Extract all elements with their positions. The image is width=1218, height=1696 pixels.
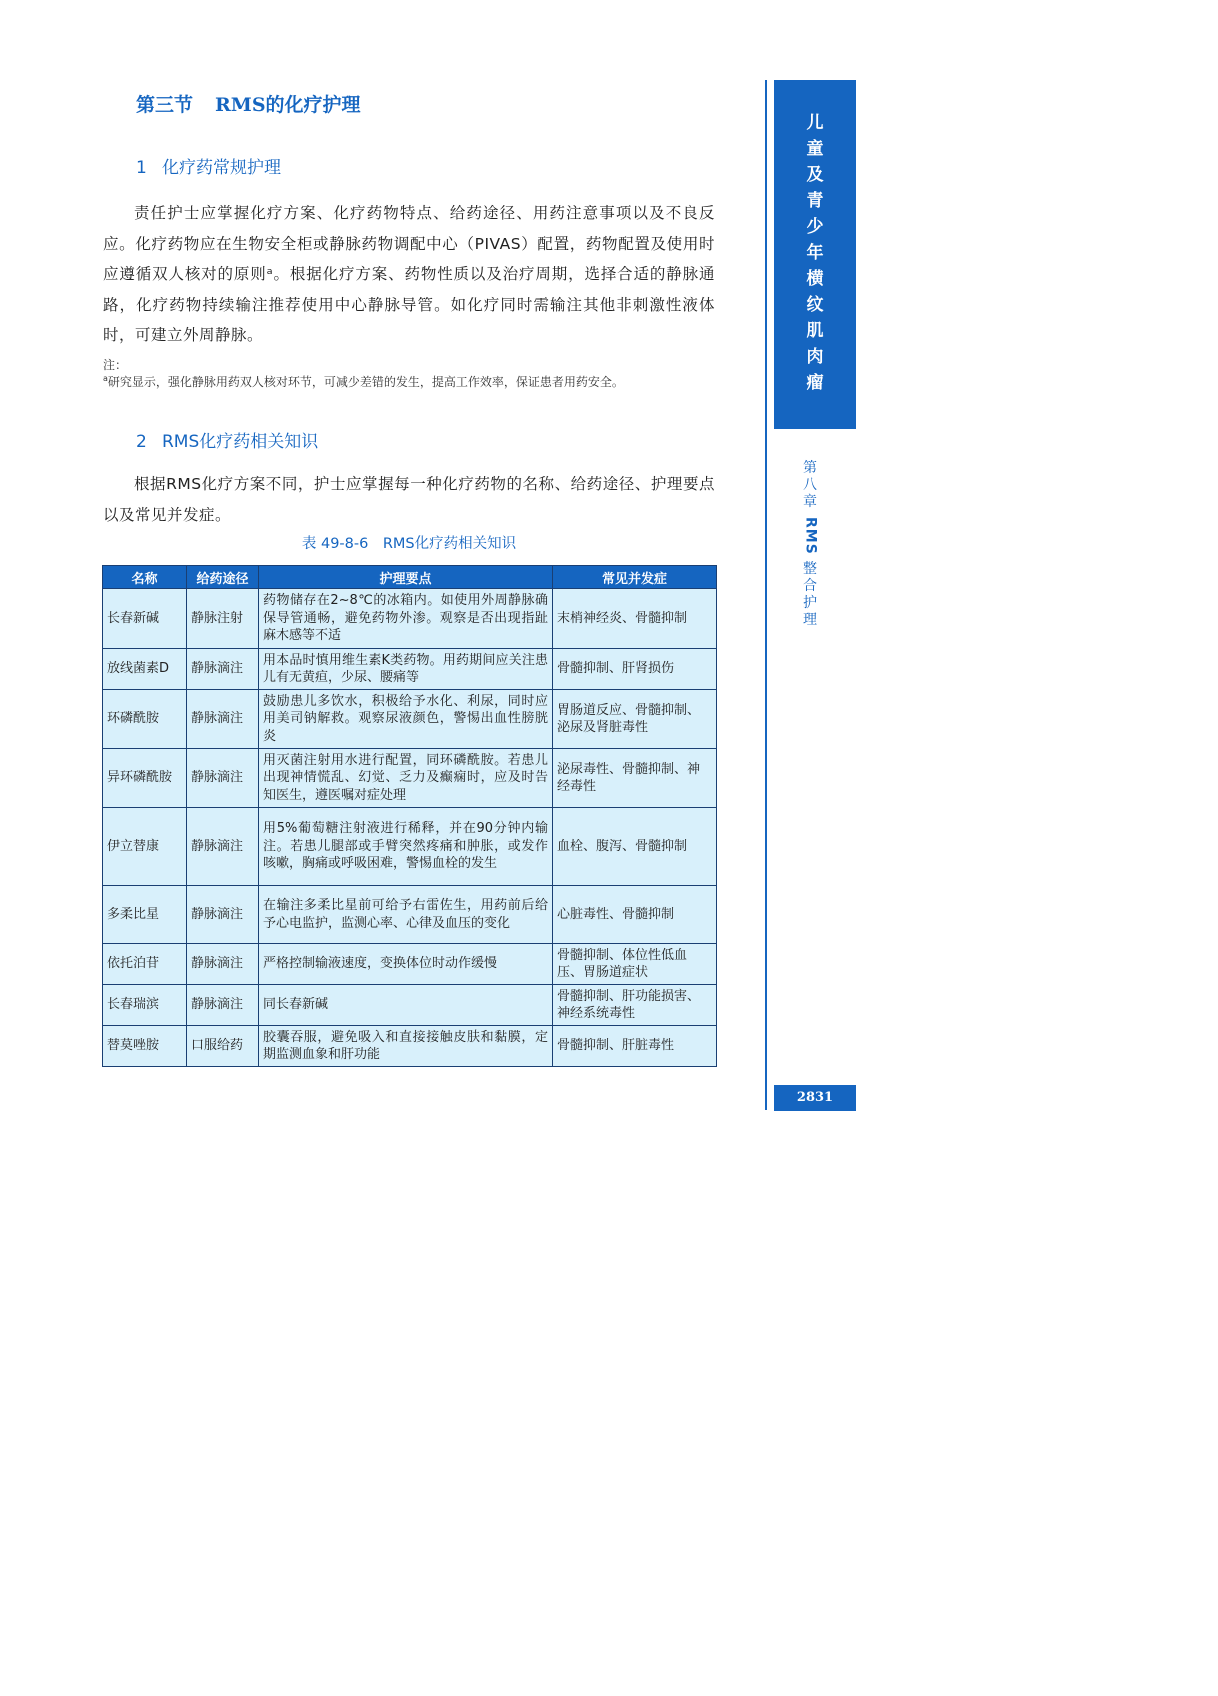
drug-complications: 末梢神经炎、骨髓抑制 [553,589,717,649]
drug-complications: 骨髓抑制、肝脏毒性 [553,1026,717,1067]
paragraph-2: 根据RMS化疗方案不同，护士应掌握每一种化疗药物的名称、给药途径、护理要点以及常见并发症。 [103,475,715,524]
chapter-char: 章 [803,494,817,510]
drug-route: 静脉滴注 [187,886,259,944]
page-number: 2831 [774,1085,856,1111]
drug-route: 静脉滴注 [187,690,259,749]
paragraph-1: 责任护士应掌握化疗方案、化疗药物特点、给药途径、用药注意事项以及不良反应。化疗药物应在生物安全柜或静脉药物调配中心（PIVAS）配置，药物配置及使用时应遵循双人核对的原则ᵃ。根据化疗方案、药物性质以及治疗周期，选择合适的静脉通路，化疗药物持续输注推荐使用中心静脉导管。如化疗同时需输注其他非刺激性液体时，可建立外周静脉。 [103,204,715,344]
drug-name: 多柔比星 [103,886,187,944]
drug-complications: 泌尿毒性、骨髓抑制、神经毒性 [553,749,717,808]
drug-route: 静脉滴注 [187,649,259,690]
drug-name: 长春瑞滨 [103,985,187,1026]
subheading-1 [136,153,281,178]
header-care: 护理要点 [259,566,553,589]
book-title-char: 肌 [806,321,824,341]
book-title-char: 少 [806,217,824,237]
drug-complications: 胃肠道反应、骨髓抑制、泌尿及肾脏毒性 [553,690,717,749]
sidebar-book-title-band [774,80,856,428]
drug-care: 用灭菌注射用水进行配置，同环磷酰胺。若患儿出现神情慌乱、幻觉、乏力及癫痫时，应及时告知医生，遵医嘱对症处理 [259,749,553,808]
drug-care: 用本品时慎用维生素K类药物。用药期间应关注患儿有无黄疸，少尿、腰痛等 [259,649,553,690]
book-title-char: 童 [806,139,824,159]
table-row [103,749,717,808]
table-row [103,944,717,985]
drug-care: 同长春新碱 [259,985,553,1026]
subheading-2 [136,427,318,452]
book-title-char: 横 [806,269,824,289]
chapter-char: 整 [803,560,817,577]
table-row [103,589,717,649]
drug-care: 在输注多柔比星前可给予右雷佐生，用药前后给予心电监护，监测心率、心律及血压的变化 [259,886,553,944]
book-title-char: 及 [806,165,824,185]
drug-complications: 血栓、腹泻、骨髓抑制 [553,808,717,886]
table-row [103,808,717,886]
subheading-1-number: 1 [136,158,147,178]
note-text [103,373,723,390]
sidebar-divider [774,428,856,429]
drug-route: 静脉滴注 [187,944,259,985]
note-content: 研究显示，强化静脉用药双人核对环节，可减少差错的发生，提高工作效率，保证患者用药安全。 [107,375,624,389]
drug-route: 静脉滴注 [187,749,259,808]
table-row [103,886,717,944]
header-complications: 常见并发症 [553,566,717,589]
drug-name: 依托泊苷 [103,944,187,985]
subheading-2-number: 2 [136,432,147,452]
table-row [103,649,717,690]
drug-route: 静脉滴注 [187,808,259,886]
section-title-text: RMS的化疗护理 [215,94,361,116]
header-route: 给药途径 [187,566,259,589]
drug-care: 严格控制输液速度，变换体位时动作缓慢 [259,944,553,985]
note-label: 注： [103,358,128,372]
drug-route: 静脉注射 [187,589,259,649]
drug-complications: 骨髓抑制、肝肾损伤 [553,649,717,690]
chapter-char: 护 [803,594,817,611]
table-caption: 表 49-8-6 RMS化疗药相关知识 [301,536,517,552]
book-title-char: 肉 [806,347,824,367]
drug-name: 伊立替康 [103,808,187,886]
drug-name: 替莫唑胺 [103,1026,187,1067]
sidebar-rule [765,80,767,1110]
drug-care: 药物储存在2~8℃的冰箱内。如使用外周静脉确保导管通畅，避免药物外渗。观察是否出现指趾麻木感等不适 [259,589,553,649]
book-title-vertical [774,110,856,396]
drug-care: 胶囊吞服，避免吸入和直接接触皮肤和黏膜，定期监测血象和肝功能 [259,1026,553,1067]
note-marker: a [103,374,108,383]
drug-care: 鼓励患儿多饮水，积极给予水化、利尿，同时应用美司钠解救。观察尿液颜色，警惕出血性膀胱炎 [259,690,553,749]
drug-name: 长春新碱 [103,589,187,649]
chapter-char: 理 [803,611,817,628]
table-header-row [103,566,717,589]
drug-name: 放线菌素D [103,649,187,690]
chapter-char: 第 [803,460,817,476]
book-title-char: 纹 [806,295,824,315]
header-name: 名称 [103,566,187,589]
subheading-1-title: 化疗药常规护理 [162,158,281,178]
chapter-label-vertical [795,460,825,629]
chapter-char: 八 [803,477,817,493]
drug-complications: 心脏毒性、骨髓抑制 [553,886,717,944]
chapter-rms: RMS [802,517,819,555]
table-row [103,1026,717,1067]
drug-route: 口服给药 [187,1026,259,1067]
section-title [136,90,361,117]
book-title-char: 年 [806,243,824,263]
drug-complications: 骨髓抑制、体位性低血压、胃肠道症状 [553,944,717,985]
drug-complications: 骨髓抑制、肝功能损害、神经系统毒性 [553,985,717,1026]
drug-table [102,565,717,1067]
table-row [103,985,717,1026]
drug-route: 静脉滴注 [187,985,259,1026]
section-number: 第三节 [136,94,194,116]
subheading-2-title: RMS化疗药相关知识 [162,432,319,452]
chapter-char: 合 [803,577,817,594]
table-row [103,690,717,749]
book-title-char: 儿 [806,113,824,133]
drug-care: 用5%葡萄糖注射液进行稀释，并在90分钟内输注。若患儿腿部或手臂突然疼痛和肿胀，或发作咳嗽，胸痛或呼吸困难，警惕血栓的发生 [259,808,553,886]
drug-name: 异环磷酰胺 [103,749,187,808]
drug-name: 环磷酰胺 [103,690,187,749]
book-title-char: 青 [806,191,824,211]
book-title-char: 瘤 [806,373,824,393]
